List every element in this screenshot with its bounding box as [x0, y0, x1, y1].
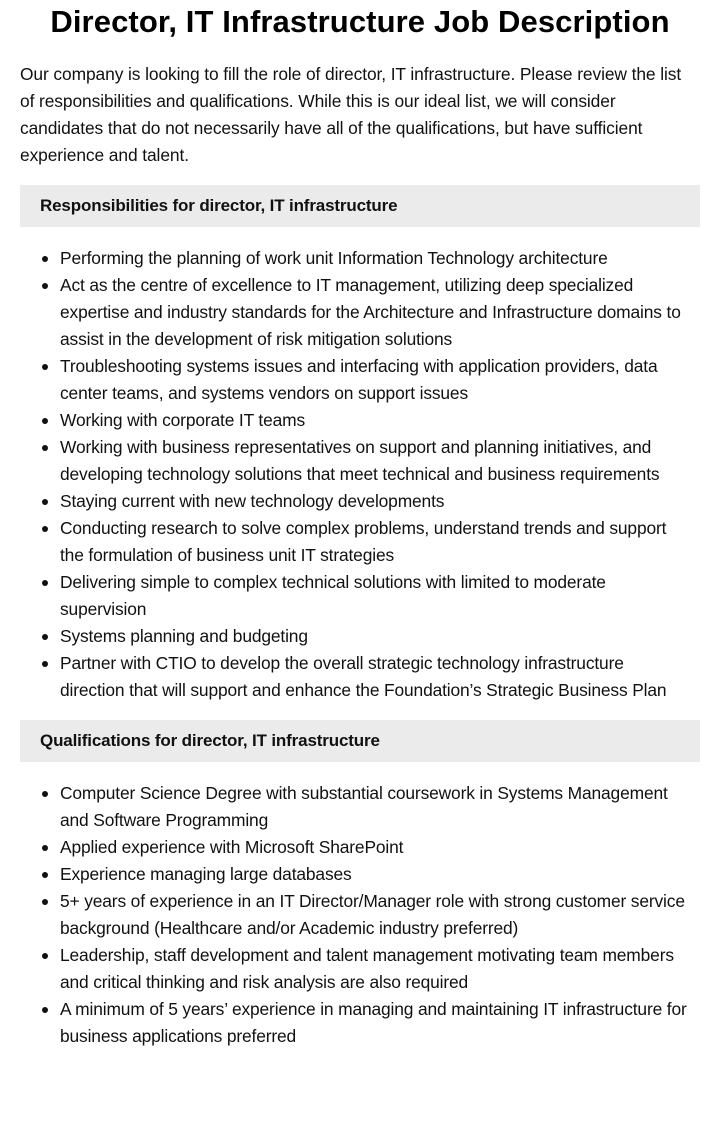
- bullet-icon: [42, 1007, 48, 1013]
- list-item: [60, 861, 700, 888]
- list-item: [60, 407, 700, 434]
- list-item-text: Staying current with new technology developments: [60, 491, 445, 511]
- list-item: [60, 834, 700, 861]
- bullet-icon: [42, 845, 48, 851]
- list-item: [60, 623, 700, 650]
- list-item-text: Conducting research to solve complex problems, understand trends and support the formulation of business unit IT strategies: [60, 518, 667, 565]
- list-item: [60, 353, 700, 407]
- list-item: [60, 569, 700, 623]
- qualifications-header: [20, 720, 700, 762]
- intro-paragraph: Our company is looking to fill the role of director, IT infrastructure. Please review the list of responsibilities and qualifications. While this is our ideal list, we will consider candidates that do not necessarily have all of the qualifications, but have sufficient experience and talent.: [20, 64, 682, 165]
- bullet-icon: [42, 526, 48, 532]
- bullet-icon: [42, 899, 48, 905]
- list-item-text: Working with corporate IT teams: [60, 410, 306, 430]
- list-item: [60, 272, 700, 353]
- list-item-text: Working with business representatives on support and planning initiatives, and developing technology solutions that meet technical and business requirements: [60, 437, 660, 484]
- list-item-text: Experience managing large databases: [60, 864, 352, 884]
- list-item-text: Troubleshooting systems issues and interfacing with application providers, data center teams, and systems vendors on support issues: [60, 356, 658, 403]
- list-item: [60, 434, 700, 488]
- bullet-icon: [42, 499, 48, 505]
- page-title: Director, IT Infrastructure Job Description: [50, 4, 670, 39]
- bullet-icon: [42, 791, 48, 797]
- responsibilities-heading: Responsibilities for director, IT infrastructure: [40, 196, 398, 215]
- qualifications-list: [20, 780, 700, 1050]
- bullet-icon: [42, 283, 48, 289]
- bullet-icon: [42, 256, 48, 262]
- list-item-text: A minimum of 5 years’ experience in managing and maintaining IT infrastructure for business applications preferred: [60, 999, 687, 1046]
- list-item-text: Performing the planning of work unit Information Technology architecture: [60, 248, 608, 268]
- list-item-text: 5+ years of experience in an IT Director/Manager role with strong customer service background (Healthcare and/or Academic industry preferred): [60, 891, 685, 938]
- list-item-text: Applied experience with Microsoft SharePoint: [60, 837, 404, 857]
- list-item: [60, 488, 700, 515]
- qualifications-section: [20, 720, 700, 1050]
- list-item: [60, 996, 700, 1050]
- bullet-icon: [42, 580, 48, 586]
- list-item-text: Delivering simple to complex technical solutions with limited to moderate supervision: [60, 572, 606, 619]
- list-item-text: Computer Science Degree with substantial coursework in Systems Management and Software Programming: [60, 783, 668, 830]
- list-item: [60, 780, 700, 834]
- bullet-icon: [42, 661, 48, 667]
- bullet-icon: [42, 953, 48, 959]
- bullet-icon: [42, 418, 48, 424]
- list-item: [60, 650, 700, 704]
- responsibilities-list: [20, 245, 700, 704]
- bullet-icon: [42, 634, 48, 640]
- bullet-icon: [42, 364, 48, 370]
- list-item-text: Act as the centre of excellence to IT management, utilizing deep specialized expertise and industry standards for the Architecture and Infrastructure domains to assist in the development of risk mitigation solutions: [60, 275, 681, 349]
- responsibilities-header: [20, 185, 700, 227]
- list-item-text: Leadership, staff development and talent management motivating team members and critical thinking and risk analysis are also required: [60, 945, 674, 992]
- list-item: [60, 888, 700, 942]
- list-item: [60, 515, 700, 569]
- list-item: [60, 942, 700, 996]
- list-item-text: Partner with CTIO to develop the overall strategic technology infrastructure direction that will support and enhance the Foundation’s Strategic Business Plan: [60, 653, 667, 700]
- list-item: [60, 245, 700, 272]
- list-item-text: Systems planning and budgeting: [60, 626, 308, 646]
- responsibilities-section: [20, 185, 700, 704]
- qualifications-heading: Qualifications for director, IT infrastructure: [40, 731, 380, 750]
- bullet-icon: [42, 872, 48, 878]
- bullet-icon: [42, 445, 48, 451]
